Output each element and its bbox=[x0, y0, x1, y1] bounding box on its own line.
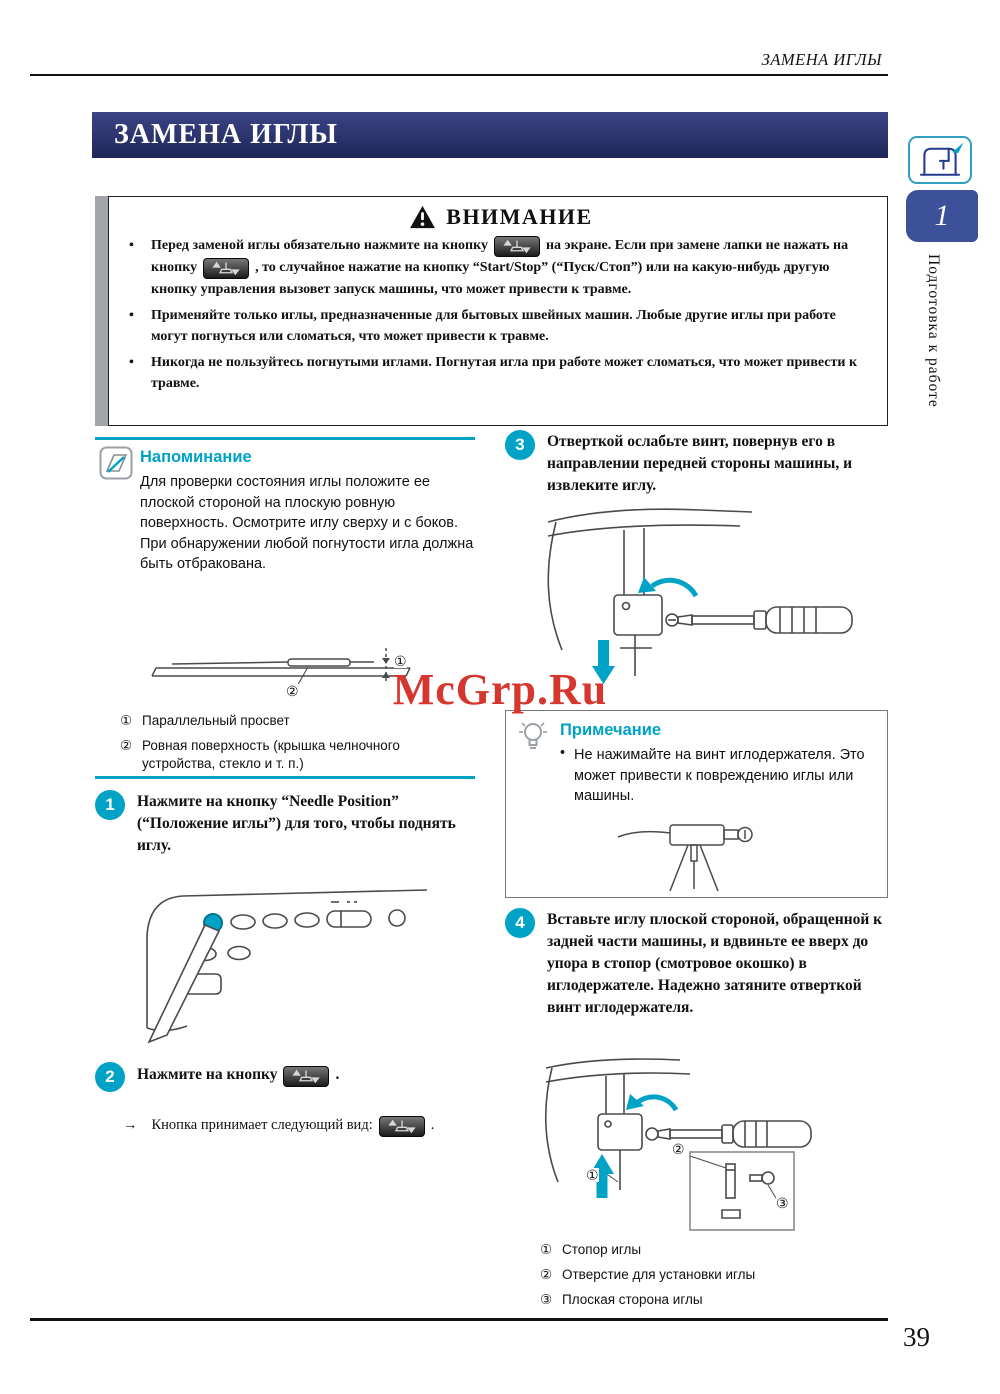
warning-item bbox=[129, 352, 873, 394]
diagram-marker-3: ③ bbox=[776, 1195, 789, 1211]
sewing-machine-icon bbox=[908, 136, 972, 184]
reminder-title: Напоминание bbox=[140, 448, 252, 466]
callout-marker: ② bbox=[540, 1267, 553, 1283]
warning-item-text: Никогда не пользуйтесь погнутыми иглами. Погнутая игла при работе может сломаться, что может привести к травме. bbox=[151, 355, 858, 391]
warning-text-part: Перед заменой иглы обязательно нажмите на кнопку bbox=[151, 238, 488, 253]
bullet: • bbox=[129, 238, 134, 253]
diagram-marker-2: ② bbox=[286, 683, 299, 699]
step-4-number: 4 bbox=[505, 908, 535, 938]
needle-clamp-diagram bbox=[578, 803, 818, 895]
period: . bbox=[335, 1066, 340, 1083]
callout-marker: ② bbox=[120, 738, 133, 754]
header-divider bbox=[30, 74, 888, 76]
callout-row bbox=[540, 1241, 885, 1259]
step-1-text: Нажмите на кнопку “Needle Position” (“Положение иглы”) для того, чтобы поднять иглу. bbox=[137, 793, 456, 854]
bullet: • bbox=[129, 308, 134, 323]
diagram-marker-1: ① bbox=[394, 653, 407, 669]
callout-marker: ① bbox=[540, 1242, 553, 1257]
result-text: Кнопка принимает следующий вид: bbox=[151, 1117, 373, 1133]
step-2-text-before: Нажмите на кнопку bbox=[137, 1066, 278, 1083]
diagram-marker-1: ① bbox=[586, 1167, 599, 1183]
watermark: McGrp.Ru bbox=[392, 665, 608, 714]
note-body bbox=[560, 745, 878, 807]
page-title: ЗАМЕНА ИГЛЫ bbox=[92, 112, 888, 158]
warning-item-text: Применяйте только иглы, предназначенные для бытовых швейных машин. Любые другие иглы при работе могут погнуться или сломаться, что может привести к травме. bbox=[151, 308, 836, 344]
note-page-pencil-icon bbox=[99, 446, 133, 480]
warning-item-text bbox=[151, 235, 873, 300]
warning-triangle-icon bbox=[409, 205, 436, 229]
reminder-rule-top bbox=[95, 437, 475, 440]
needle-position-button-icon bbox=[379, 1116, 425, 1137]
footer-divider bbox=[30, 1318, 888, 1321]
chapter-tab bbox=[906, 190, 978, 242]
step4-callouts bbox=[540, 1241, 885, 1317]
warning-text-part: , то случайное нажатие на кнопку “Start/Stop” (“Пуск/Стоп”) или на какую-нибудь другую кнопку управления вызовет запуск машины, что может привести к травме. bbox=[151, 260, 830, 297]
step-4-text: Вставьте иглу плоской стороной, обращенной к задней части машины, и вдвиньте ее вверх до упора в стопор (смотровое окошко) в иглодержателе. Надежно затяните отверткой винт иглодержателя. bbox=[547, 911, 883, 1016]
warning-item bbox=[129, 305, 873, 347]
needle-position-button-icon bbox=[203, 258, 249, 279]
warning-side-band bbox=[95, 196, 108, 426]
warning-item bbox=[129, 235, 873, 300]
warning-inner bbox=[108, 196, 888, 426]
light-bulb-icon bbox=[516, 719, 550, 753]
callout-marker: ③ bbox=[540, 1292, 553, 1308]
reminder-callouts bbox=[120, 712, 475, 781]
page-number: 39 bbox=[903, 1322, 930, 1352]
callout-text: Стопор иглы bbox=[562, 1242, 642, 1257]
result-arrow: → bbox=[123, 1117, 138, 1133]
callout-row bbox=[120, 737, 475, 773]
callout-text: Отверстие для установки иглы bbox=[562, 1267, 756, 1283]
callout-row bbox=[540, 1291, 885, 1309]
warning-text-part: на экране. Если при замене лапки не нажать на кнопку bbox=[151, 238, 849, 275]
step-2-text bbox=[137, 1066, 339, 1087]
diagram-marker-2: ② bbox=[672, 1141, 685, 1157]
step-2-number: 2 bbox=[95, 1062, 125, 1092]
reminder-body: Для проверки состояния иглы положите ее плоской стороной на плоскую ровную поверхность. Осмотрите иглу сверху и с боков. При обнаружении любой погнутости игла должна быть отбракована. bbox=[140, 474, 474, 573]
step-1-number: 1 bbox=[95, 790, 125, 820]
needle-position-button-icon bbox=[283, 1066, 329, 1087]
callout-row bbox=[540, 1266, 885, 1284]
step-2-result bbox=[123, 1116, 434, 1137]
callout-text: Параллельный просвет bbox=[142, 713, 290, 728]
note-title: Примечание bbox=[560, 721, 662, 739]
chapter-number: 1 bbox=[934, 199, 950, 232]
callout-marker: ① bbox=[120, 713, 133, 728]
chapter-title-vertical: Подготовка к работе bbox=[925, 254, 942, 408]
note-box bbox=[505, 710, 888, 898]
warning-title-row bbox=[129, 204, 873, 230]
insert-needle-diagram bbox=[540, 1052, 880, 1237]
callout-text: Ровная поверхность (крышка челночного устройства, стекло и т. п.) bbox=[142, 738, 400, 772]
needle-position-button-icon bbox=[494, 236, 540, 257]
reminder-rule-bottom bbox=[95, 776, 475, 779]
running-header: ЗАМЕНА ИГЛЫ bbox=[761, 50, 882, 69]
bullet: • bbox=[560, 745, 566, 761]
warning-title: ВНИМАНИЕ bbox=[446, 204, 593, 229]
warning-box bbox=[95, 196, 888, 426]
bullet: • bbox=[129, 355, 134, 370]
machine-buttons-diagram bbox=[135, 876, 435, 1046]
note-text: Не нажимайте на винт иглодержателя. Это может привести к повреждению иглы или машины. bbox=[574, 747, 865, 805]
step-3-number: 3 bbox=[505, 430, 535, 460]
step-3-text: Отверткой ослабьте винт, повернув его в направлении передней стороны машины, и извлеките иглу. bbox=[547, 433, 852, 494]
period: . bbox=[430, 1117, 435, 1133]
callout-text: Плоская сторона иглы bbox=[562, 1292, 703, 1308]
